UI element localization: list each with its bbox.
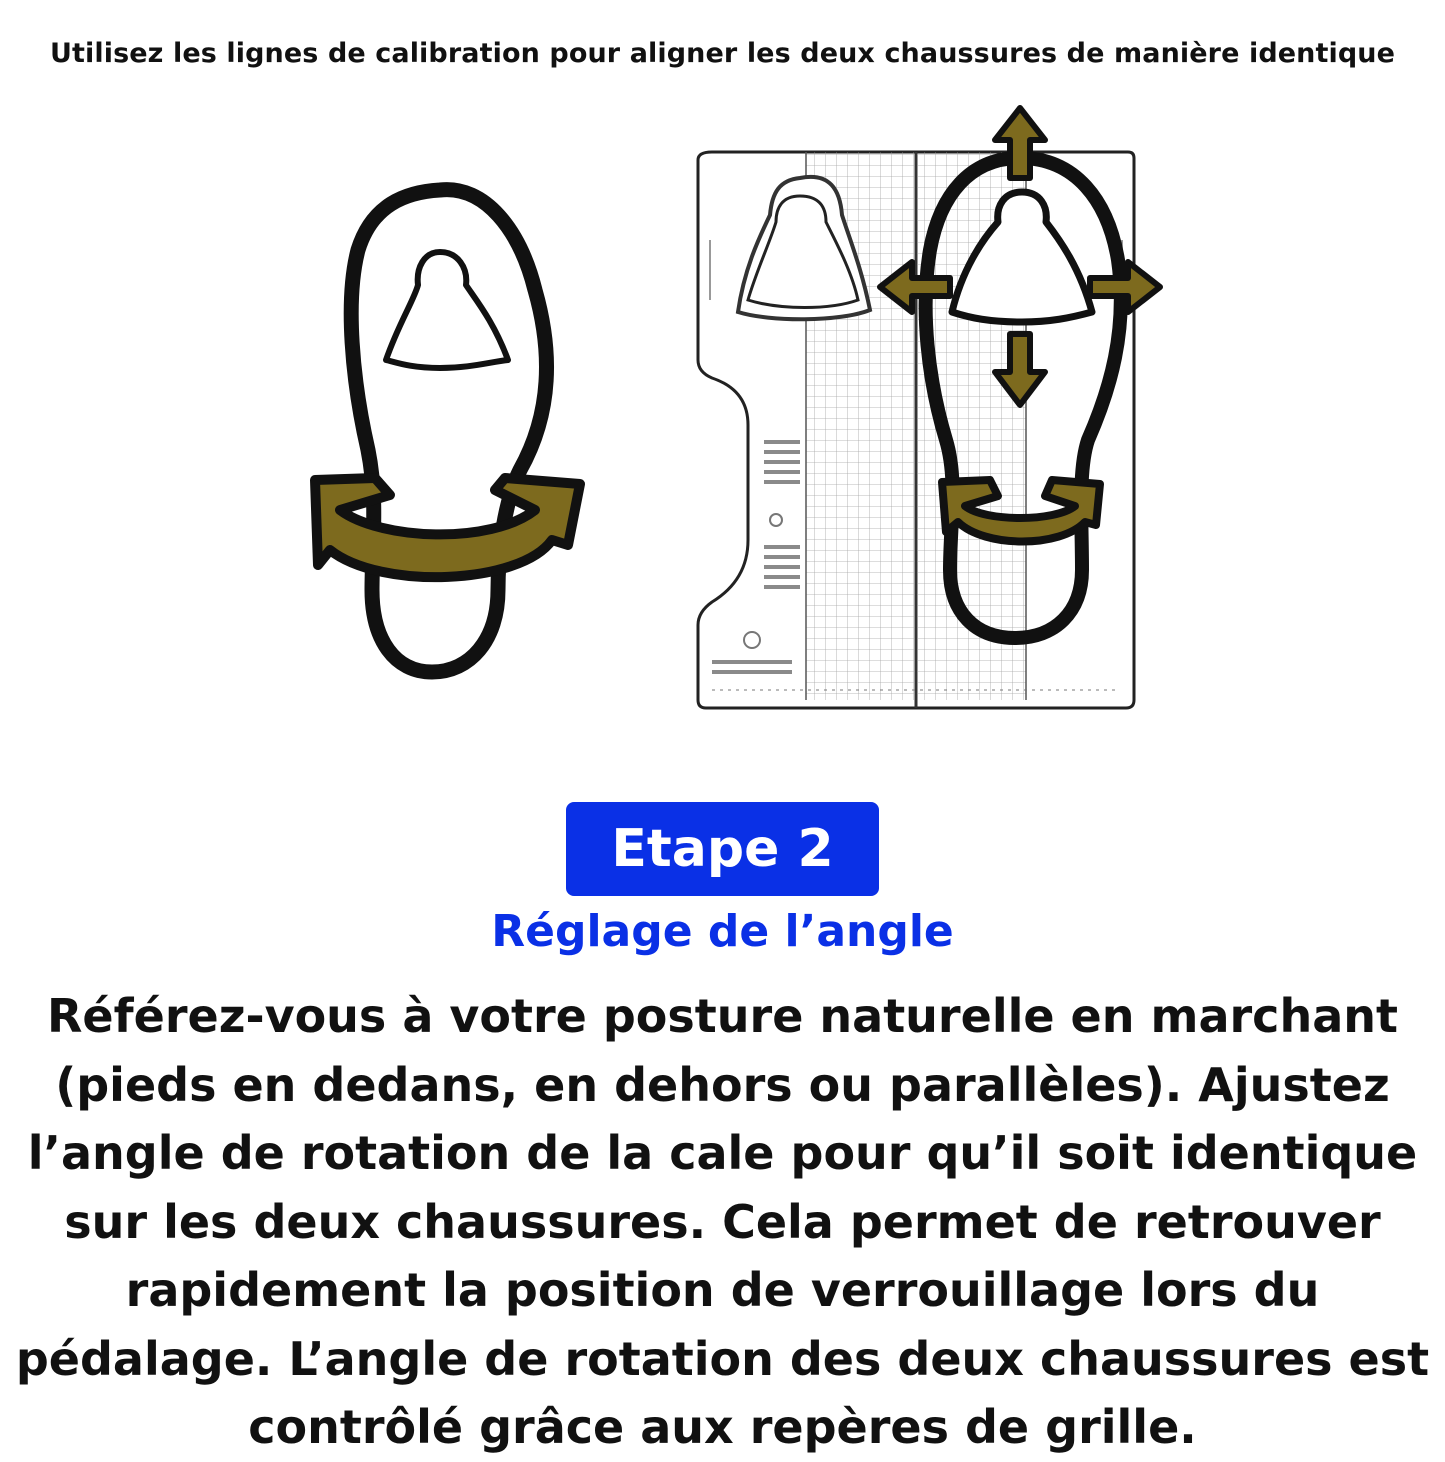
step-description: Référez-vous à votre posture naturelle en marchant (pieds en dedans, en dehors ou parallèles). Ajustez l’angle de rotation de la cale pour qu’il soit identique sur les deux chaussures. Cela permet de retrouver rapidement la position de verrouillage lors du pédalage. L’angle de rotation des deux chaussures est contrôlé grâce aux repères de grille. [15, 989, 1430, 1454]
step-badge: Etape 2 [566, 802, 879, 896]
instruction-heading: Utilisez les lignes de calibration pour aligner les deux chaussures de manière identique [49, 38, 1396, 69]
cleat-alignment-illustration [0, 95, 1445, 735]
step-subtitle: Réglage de l’angle [491, 906, 954, 957]
